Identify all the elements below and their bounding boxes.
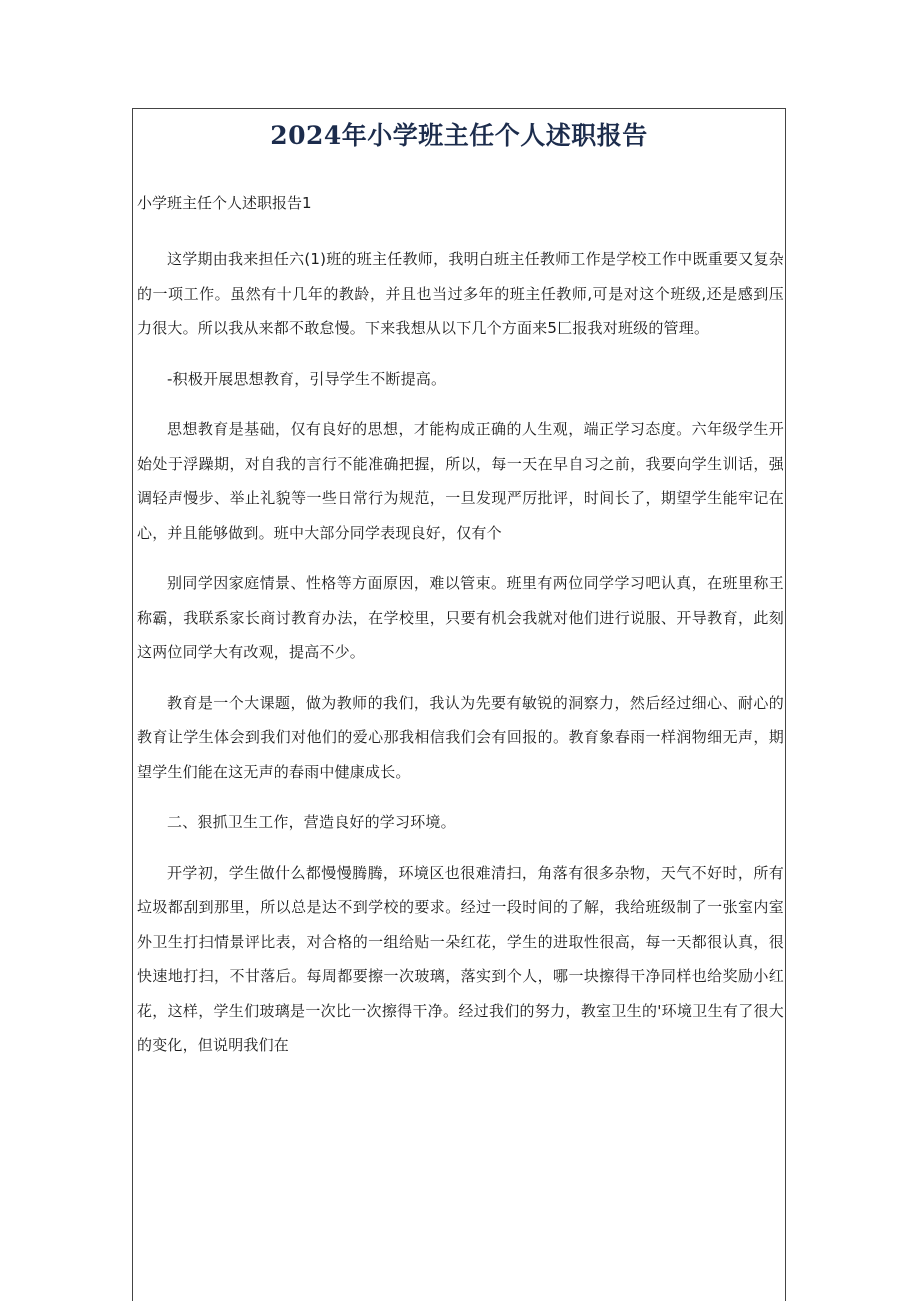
paragraph-hygiene-work: 开学初，学生做什么都慢慢腾腾，环境区也很难清扫，角落有很多杂物，天气不好时，所有垃圾都刮到那里，所以总是达不到学校的要求。经过一段时间的了解，我给班级制了一张室内室外卫生打扫情景评比表，对合格的一组给贴一朵红花，学生的进取性很高，每一天都很认真，很快速地打扫，不甘落后。每周都要擦一次玻璃，落实到个人，哪一块擦得干净同样也给奖励小红花，这样，学生们玻璃是一次比一次擦得干净。经过我们的努力，教室卫生的'环境卫生有了很大的变化，但说明我们在 bbox=[137, 863, 784, 1054]
paragraph-intro: 这学期由我来担任六(1)班的班主任教师，我明白班主任教师工作是学校工作中既重要又复杂的一项工作。虽然有十几年的教龄，并且也当过多年的班主任教师,可是对这个班级,还是感到压力很大。所以我从来都不敢怠慢。下来我想从以下几个方面来5匚报我对班级的管理。 bbox=[137, 250, 784, 337]
document-body bbox=[137, 242, 784, 1079]
paragraph-individual-students: 别同学因家庭情景、性格等方面原因，难以管束。班里有两位同学学习吧认真，在班里称王称霸，我联系家长商讨教育办法，在学校里，只要有机会我就对他们进行说服、开导教育，此刻这两位同学大有改观，提高不少。 bbox=[137, 574, 784, 661]
document-title: 2024年小学班主任个人述职报告 bbox=[270, 121, 648, 150]
section-heading-1: -积极开展思想教育，引导学生不断提高。 bbox=[167, 369, 447, 388]
paragraph-education-topic: 教育是一个大课题，做为教师的我们，我认为先要有敏锐的洞察力，然后经过细心、耐心的教育让学生体会到我们对他们的爱心那我相信我们会有回报的。教育象春雨一样润物细无声，期望学生们能在这无声的春雨中健康成长。 bbox=[137, 693, 784, 781]
section-heading-2: 二、狠抓卫生工作，营造良好的学习环境。 bbox=[167, 813, 456, 831]
paragraph-thought-education: 思想教育是基础，仅有良好的思想，才能构成正确的人生观，端正学习态度。六年级学生开始处于浮躁期，对自我的言行不能准确把握，所以，每一天在早自习之前，我要向学生训话，强调轻声慢步、举止礼貌等一些日常行为规范，一旦发现严厉批评，时间长了，期望学生能牢记在心，并且能够做到。班中大部分同学表现良好，仅有个 bbox=[137, 420, 784, 542]
document-subtitle: 小学班主任个人述职报告1 bbox=[137, 194, 312, 212]
